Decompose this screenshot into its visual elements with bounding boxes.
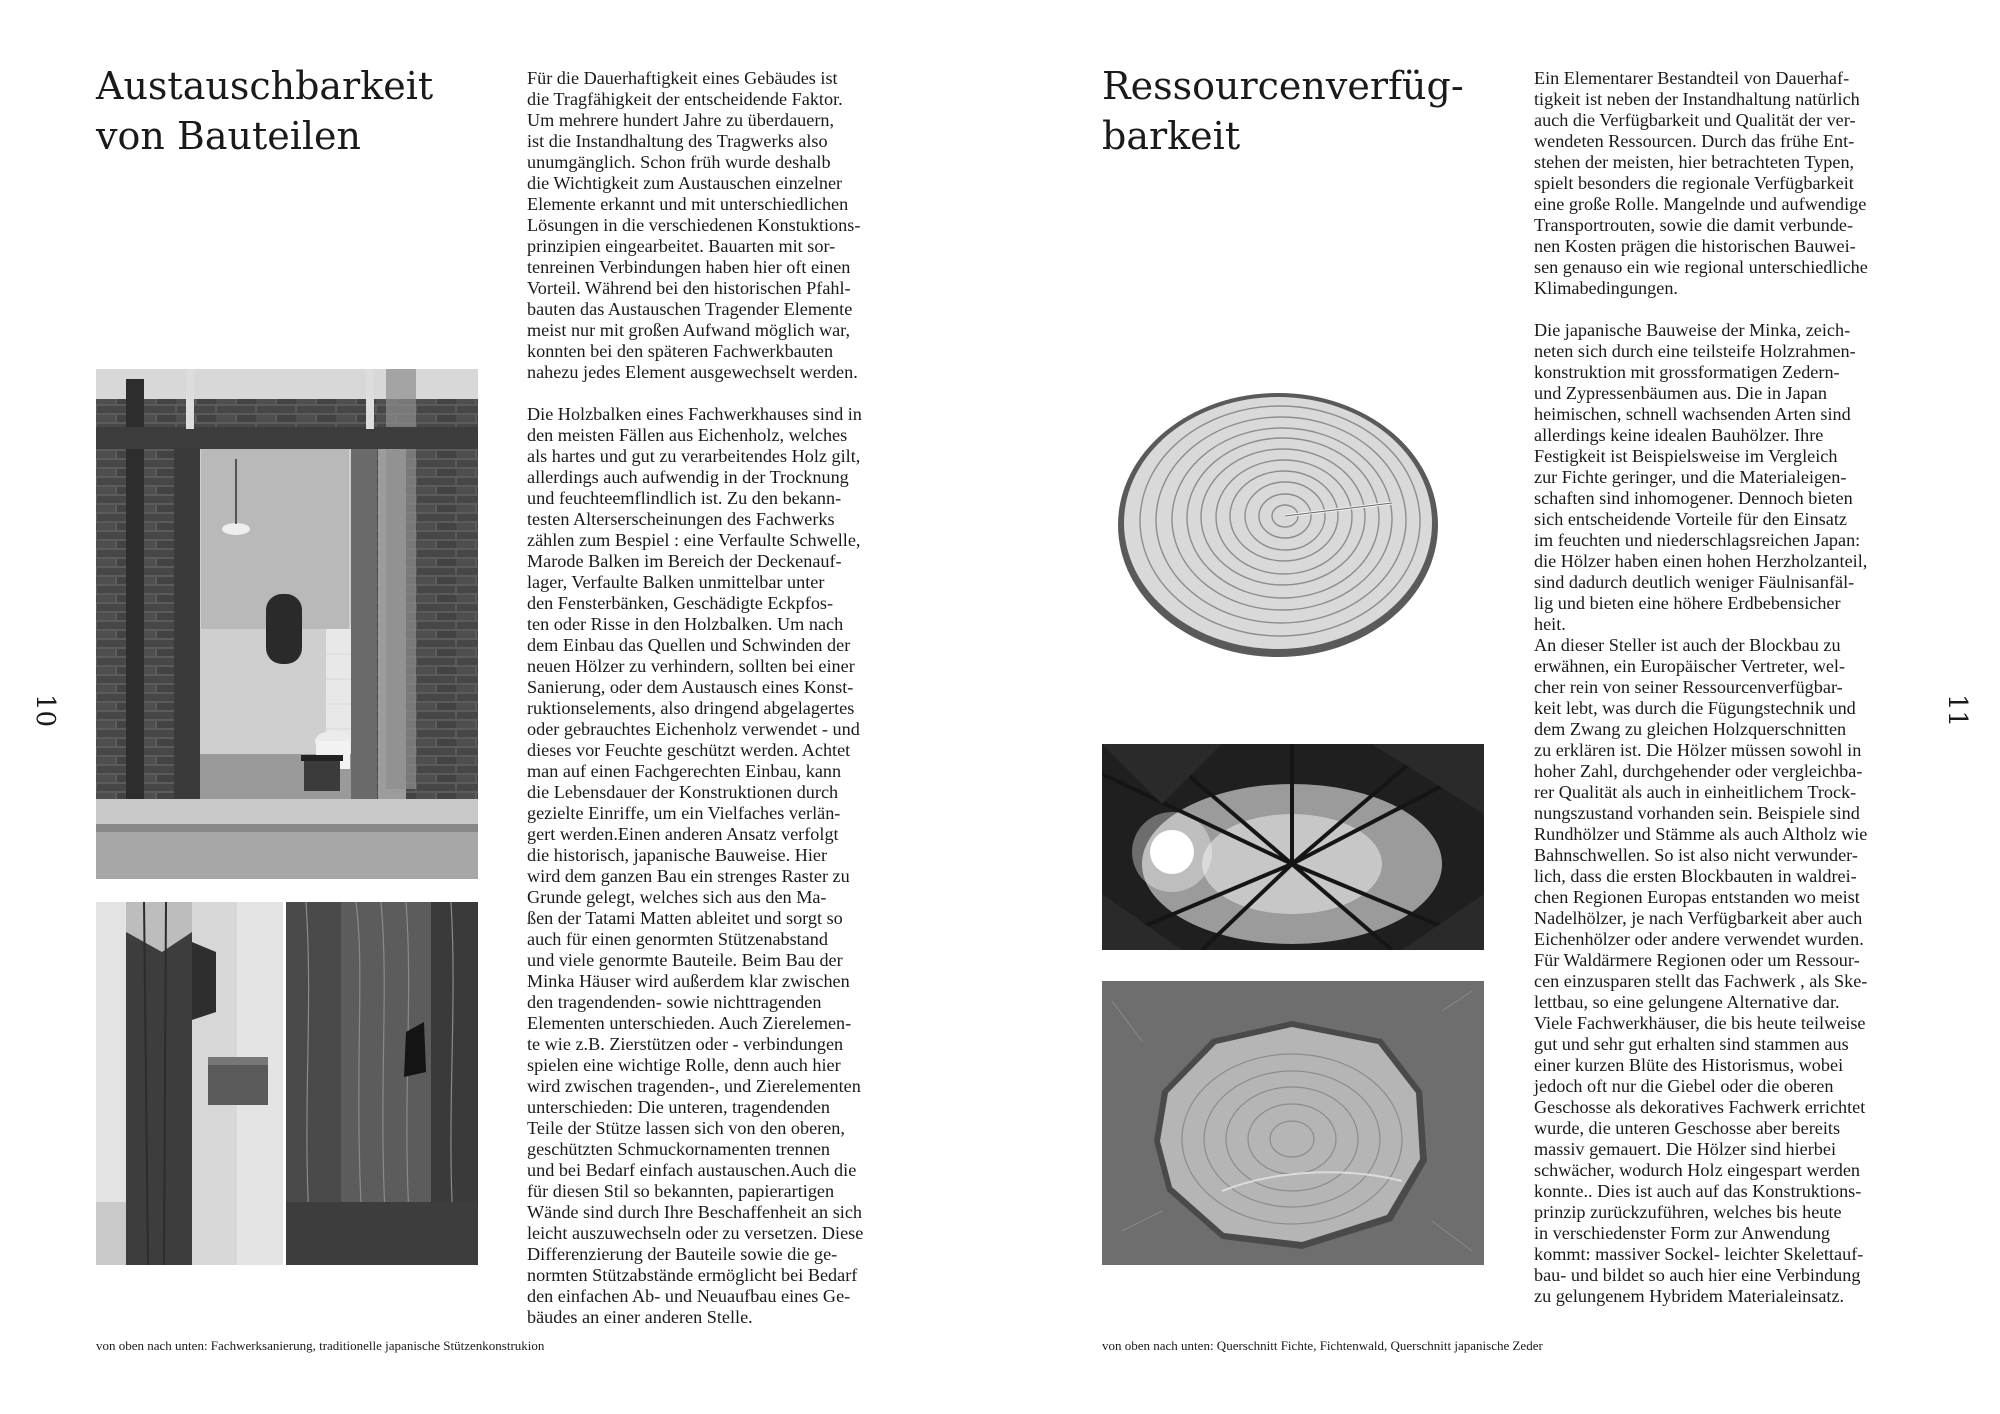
left-body-text-line: wird zwischen tragenden-, und Zierelementen xyxy=(527,1076,861,1096)
left-body-text-line: den tragendenden- sowie nichttragenden xyxy=(527,992,822,1012)
right-body-text-line: lich, dass die ersten Blockbauten in waldrei- xyxy=(1534,866,1857,886)
right-body-text-line: sich entscheidende Vorteile für den Einsatz xyxy=(1534,509,1847,529)
left-body-text-line: die historisch, japanische Bauweise. Hier xyxy=(527,845,828,865)
right-body-text-line: lettbau, so eine gelungene Alternative dar. xyxy=(1534,992,1840,1012)
right-body-text-line: heit. xyxy=(1534,614,1566,634)
left-body-text-line: Differenzierung der Bauteile sowie die ge- xyxy=(527,1244,838,1264)
left-body-text-line: konnten bei den späteren Fachwerkbauten xyxy=(527,341,834,361)
left-body-text-line: testen Alterserscheinungen des Fachwerks xyxy=(527,509,835,529)
right-body-text-line: zur Fichte geringer, und die Materialeigen- xyxy=(1534,467,1847,487)
photo-half-timbered-renovation xyxy=(96,369,478,879)
right-body-text-line: chen Regionen Europas entstanden wo meist xyxy=(1534,887,1860,907)
right-body-text-line: An dieser Steller ist auch der Blockbau zu xyxy=(1534,635,1841,655)
left-body-text-line: Vorteil. Während bei den historischen Pfahl- xyxy=(527,278,851,298)
right-body-text-line: wurde, die unteren Geschosse aber bereits xyxy=(1534,1118,1841,1138)
right-body-text-line: sen genauso ein wie regional unterschiedliche xyxy=(1534,257,1868,277)
left-body-text-line: Marode Balken im Bereich der Deckenauf- xyxy=(527,551,842,571)
left-body-text-line: te wie z.B. Zierstützen oder - verbindungen xyxy=(527,1034,844,1054)
left-body-text-line: den einfachen Ab- und Neuaufbau eines Ge- xyxy=(527,1286,851,1306)
page-number-left: 10 xyxy=(30,694,60,728)
left-body-text-line: die Tragfähigkeit der entscheidende Faktor. xyxy=(527,89,843,109)
left-body-text-line: spielen eine wichtige Rolle, denn auch hier xyxy=(527,1055,841,1075)
right-body-text-line: Die japanische Bauweise der Minka, zeich- xyxy=(1534,320,1851,340)
right-body-text-line: Eichenhölzer oder andere verwendet wurden. xyxy=(1534,929,1864,949)
right-body-text-line: konnte.. Dies ist auch auf das Konstruktions- xyxy=(1534,1181,1862,1201)
right-title-line-2: barkeit xyxy=(1102,114,1241,158)
right-page-caption: von oben nach unten: Querschnitt Fichte, Fichtenwald, Querschnitt japanische Zeder xyxy=(1102,1338,1543,1353)
right-body-text-line: Geschosse als dekoratives Fachwerk errichtet xyxy=(1534,1097,1866,1117)
right-body-text-line: allerdings keine idealen Bauhölzer. Ihre xyxy=(1534,425,1824,445)
right-body-text-line: Nadelhölzer, je nach Verfügbarkeit aber auch xyxy=(1534,908,1863,928)
right-body-text-line: schaften sind inhomogener. Dennoch bieten xyxy=(1534,488,1853,508)
right-body-text-line: Festigkeit ist Beispielsweise im Vergleich xyxy=(1534,446,1838,466)
right-body-text-line: in verschiedenster Form zur Anwendung xyxy=(1534,1223,1830,1243)
photo-spruce-cross-section xyxy=(1102,385,1484,697)
left-body-text-line: dem Einbau das Quellen und Schwinden der xyxy=(527,635,851,655)
left-body-text-line: und viele genormte Bauteile. Beim Bau der xyxy=(527,950,843,970)
left-body-text-line: ßen der Tatami Matten ableitet und sorgt so xyxy=(527,908,843,928)
left-body-text-line: bäudes an einer anderen Stelle. xyxy=(527,1307,753,1327)
left-page-caption: von oben nach unten: Fachwerksanierung, traditionelle japanische Stützenkonstrukion xyxy=(96,1338,545,1353)
left-body-text-line: geschützten Schmuckornamenten trennen xyxy=(527,1139,831,1159)
right-body-text-line: heimischen, schnell wachsenden Arten sind xyxy=(1534,404,1851,424)
left-body-text-line: meist nur mit großen Aufwand möglich war, xyxy=(527,320,851,340)
left-body-text-line: dieses vor Feuchte geschützt werden. Achtet xyxy=(527,740,851,760)
left-body-text-line: Sanierung, oder dem Austausch eines Konst- xyxy=(527,677,854,697)
photo-japanese-cedar-cross-section xyxy=(1102,981,1484,1265)
right-body-text-line: schwächer, wodurch Holz eingespart werden xyxy=(1534,1160,1861,1180)
left-body-text-line: die Lebensdauer der Konstruktionen durch xyxy=(527,782,839,802)
left-body-text-line: Wände sind durch Ihre Beschaffenheit an sich xyxy=(527,1202,862,1222)
left-body-text-line: den Fensterbänken, Geschädigte Eckpfos- xyxy=(527,593,834,613)
right-body-text-line: cher rein von seiner Ressourcenverfügbar- xyxy=(1534,677,1843,697)
right-body-text-line: tigkeit ist neben der Instandhaltung natürlich xyxy=(1534,89,1860,109)
left-body-text-line: Um mehrere hundert Jahre zu überdauern, xyxy=(527,110,835,130)
right-body-text-line: spielt besonders die regionale Verfügbarkeit xyxy=(1534,173,1854,193)
page-number-right: 11 xyxy=(1942,694,1972,728)
photo-weathered-timber-column xyxy=(286,902,478,1265)
left-body-text-line: Teile der Stütze lassen sich von den oberen, xyxy=(527,1118,845,1138)
right-body-text-line: kommt: massiver Sockel- leichter Skelettauf- xyxy=(1534,1244,1864,1264)
left-body-text-line: normten Stützabstände ermöglicht bei Bedarf xyxy=(527,1265,858,1285)
right-body-text-line: cen einzusparen stellt das Fachwerk , als Ske- xyxy=(1534,971,1868,991)
left-body-text-line: die Wichtigkeit zum Austauschen einzelner xyxy=(527,173,843,193)
left-body-text-line: Grunde gelegt, welches sich aus den Ma- xyxy=(527,887,827,907)
left-body-text-line: ist die Instandhaltung des Tragwerks also xyxy=(527,131,828,151)
photo-japanese-column-joint xyxy=(96,902,283,1265)
right-body-text-line: einer kurzen Blüte des Historismus, wobei xyxy=(1534,1055,1844,1075)
right-title-line-1: Ressourcenverfüg- xyxy=(1102,64,1464,108)
right-body-text-line: konstruktion mit grossformatigen Zedern- xyxy=(1534,362,1840,382)
left-body-text-line: Die Holzbalken eines Fachwerkhauses sind in xyxy=(527,404,862,424)
right-body-text-line: jedoch oft nur die Giebel oder die oberen xyxy=(1534,1076,1834,1096)
right-body-text-line: Viele Fachwerkhäuser, die bis heute teilweise xyxy=(1534,1013,1866,1033)
left-body-text-line: oder gebrauchtes Eichenholz verwendet - und xyxy=(527,719,860,739)
right-body-text-paragraph-gap xyxy=(1534,299,1939,320)
photo-spruce-forest xyxy=(1102,744,1484,950)
right-body-text-line: Bahnschwellen. So ist also nicht verwunder- xyxy=(1534,845,1858,865)
left-body-text-line: unumgänglich. Schon früh wurde deshalb xyxy=(527,152,831,172)
right-body-text-line: die Hölzer haben einen hohen Herzholzanteil, xyxy=(1534,551,1868,571)
left-body-text-line: auch für einen genormten Stützenabstand xyxy=(527,929,828,949)
left-body-text-line: den meisten Fällen aus Eichenholz, welches xyxy=(527,425,848,445)
left-body-text-line: wird dem ganzen Bau ein strenges Raster zu xyxy=(527,866,850,886)
left-body-text-line: ruktionselements, also dringend abgelagertes xyxy=(527,698,855,718)
left-body-text-line: zählen zum Bespiel : eine Verfaulte Schwelle, xyxy=(527,530,861,550)
right-body-text-line: Für Waldärmere Regionen oder um Ressour- xyxy=(1534,950,1860,970)
left-body-text-line: ten oder Risse in den Holzbalken. Um nach xyxy=(527,614,844,634)
right-body-text-line: nen Kosten prägen die historischen Bauwei- xyxy=(1534,236,1856,256)
left-body-text-paragraph-gap xyxy=(527,383,927,404)
left-body-text-line: tenreinen Verbindungen haben hier oft einen xyxy=(527,257,851,277)
right-body-text-line: Klimabedingungen. xyxy=(1534,278,1678,298)
right-body-text-line: hoher Zahl, durchgehender oder vergleichba- xyxy=(1534,761,1863,781)
right-body-text-line: wendeten Ressourcen. Durch das frühe Ent- xyxy=(1534,131,1855,151)
left-title-line-2: von Bauteilen xyxy=(96,114,361,158)
left-body-text-line: Für die Dauerhaftigkeit eines Gebäudes ist xyxy=(527,68,838,88)
left-body-text-line: man auf einen Fachgerechten Einbau, kann xyxy=(527,761,842,781)
right-body-text-line: lig und bieten eine höhere Erdbebensicher xyxy=(1534,593,1841,613)
left-body-text-line: prinzipien eingearbeitet. Bauarten mit sor- xyxy=(527,236,836,256)
right-body-text-line: nungszustand vorhanden sein. Beispiele sind xyxy=(1534,803,1860,823)
left-page-title xyxy=(96,61,433,161)
left-title-line-1: Austauschbarkeit xyxy=(96,64,434,108)
left-body-text-line: gert werden.Einen anderen Ansatz verfolgt xyxy=(527,824,839,844)
left-body-text-line: nahezu jedes Element ausgewechselt werden. xyxy=(527,362,858,382)
right-body-text-line: Ein Elementarer Bestandteil von Dauerhaf- xyxy=(1534,68,1850,88)
right-body-text-line: im feuchten und niederschlagsreichen Japan: xyxy=(1534,530,1861,550)
left-body-text-line: unterschieden: Die unteren, tragendenden xyxy=(527,1097,830,1117)
right-body-text-line: prinzip zurückzuführen, welches bis heute xyxy=(1534,1202,1842,1222)
right-body-text-line: neten sich durch eine teilsteife Holzrahmen- xyxy=(1534,341,1856,361)
left-body-text-line: Elemente erkannt und mit unterschiedlichen xyxy=(527,194,849,214)
right-body-text xyxy=(1534,68,1939,1307)
left-body-text-line: als hartes und gut zu verarbeitendes Holz gilt, xyxy=(527,446,861,466)
left-body-text-line: allerdings auch aufwendig in der Trocknung xyxy=(527,467,849,487)
right-body-text-line: eine große Rolle. Mangelnde und aufwendige xyxy=(1534,194,1867,214)
left-body-text-line: lager, Verfaulte Balken unmittelbar unter xyxy=(527,572,825,592)
left-body-text-line: und bei Bedarf einfach austauschen.Auch die xyxy=(527,1160,857,1180)
right-body-text-line: massiv gemauert. Die Hölzer sind hierbei xyxy=(1534,1139,1837,1159)
right-body-text-line: stehen der meisten, hier betrachteten Typen, xyxy=(1534,152,1855,172)
right-body-text-line: bau- und bildet so auch hier eine Verbindung xyxy=(1534,1265,1861,1285)
left-body-text-line: bauten das Austauschen Tragender Elemente xyxy=(527,299,853,319)
right-body-text-line: zu gelungenem Hybridem Materialeinsatz. xyxy=(1534,1286,1845,1306)
left-body-text-line: Elementen unterschieden. Auch Zierelemen- xyxy=(527,1013,852,1033)
left-body-text xyxy=(527,68,927,1328)
left-body-text-line: und feuchteemflindlich ist. Zu den bekann- xyxy=(527,488,842,508)
right-body-text-line: Rundhölzer und Stämme als auch Altholz wie xyxy=(1534,824,1868,844)
right-body-text-line: und Zypressenbäumen aus. Die in Japan xyxy=(1534,383,1827,403)
right-body-text-line: erwähnen, ein Europäischer Vertreter, wel- xyxy=(1534,656,1846,676)
left-body-text-line: Lösungen in die verschiedenen Konstuktions- xyxy=(527,215,861,235)
right-body-text-line: keit lebt, was durch die Fügungstechnik und xyxy=(1534,698,1856,718)
right-body-text-line: dem Zwang zu gleichen Holzquerschnitten xyxy=(1534,719,1847,739)
right-body-text-line: auch die Verfügbarkeit und Qualität der ver- xyxy=(1534,110,1856,130)
left-body-text-line: leicht auszuwechseln oder zu versetzen. Diese xyxy=(527,1223,864,1243)
right-body-text-line: gut und sehr gut erhalten sind stammen aus xyxy=(1534,1034,1849,1054)
right-body-text-line: Transportrouten, sowie die damit verbunde- xyxy=(1534,215,1854,235)
left-body-text-line: gezielte Einriffe, um ein Vielfaches verlän- xyxy=(527,803,841,823)
left-body-text-line: neuen Hölzer zu verhindern, sollten bei einer xyxy=(527,656,855,676)
right-body-text-line: sind dadurch deutlich weniger Fäulnisanfäl- xyxy=(1534,572,1855,592)
right-page-title xyxy=(1102,61,1464,161)
right-body-text-line: zu erklären ist. Die Hölzer müssen sowohl in xyxy=(1534,740,1862,760)
left-body-text-line: Minka Häuser wird außerdem klar zwischen xyxy=(527,971,850,991)
left-body-text-line: für diesen Stil so bekannten, papierartigen xyxy=(527,1181,835,1201)
right-body-text-line: rer Qualität als auch in einheitlichem Trock- xyxy=(1534,782,1857,802)
